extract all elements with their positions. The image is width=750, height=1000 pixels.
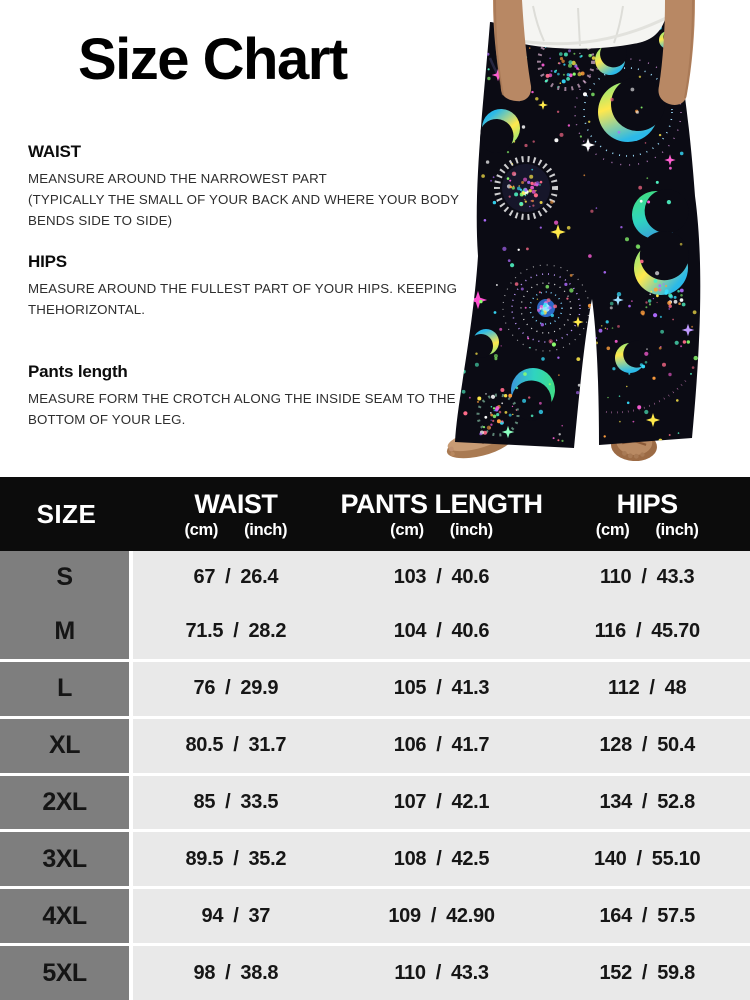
table-row [0, 773, 750, 830]
table-row [0, 716, 750, 773]
hips-cell: 110 / 43.3 [544, 551, 750, 605]
hips-cell: 140 / 55.10 [544, 832, 750, 886]
size-cell: 5XL [0, 946, 133, 1000]
hips-cell: 112 / 48 [544, 662, 750, 716]
waist-cell: 76 / 29.9 [133, 662, 339, 716]
size-table [0, 477, 750, 1000]
guide-section-hips [28, 252, 457, 320]
size-cell: 4XL [0, 889, 133, 943]
waist-cell: 71.5 / 28.2 [133, 605, 339, 659]
section-line: THEHORIZONTAL. [28, 302, 146, 317]
column-header-size: SIZE [36, 498, 97, 529]
length-cell: 107 / 42.1 [339, 776, 545, 830]
waist-cell: 89.5 / 35.2 [133, 832, 339, 886]
section-heading: HIPS [28, 252, 67, 271]
length-cell: 104 / 40.6 [339, 605, 545, 659]
table-row [0, 886, 750, 943]
unit-inch: (inch) [655, 520, 699, 539]
hips-cell: 164 / 57.5 [544, 889, 750, 943]
section-line: MEANSURE AROUND THE NARROWEST PART [28, 171, 327, 186]
waist-cell: 80.5 / 31.7 [133, 719, 339, 773]
section-line: (TYPICALLY THE SMALL OF YOUR BACK AND WHERE YOUR BODY [28, 192, 460, 207]
unit-cm: (cm) [390, 520, 424, 539]
size-cell: M [0, 605, 133, 659]
section-line: BOTTOM OF YOUR LEG. [28, 412, 186, 427]
length-cell: 106 / 41.7 [339, 719, 545, 773]
waist-cell: 98 / 38.8 [133, 946, 339, 1000]
column-header-waist: WAIST (cm) (inch) [184, 488, 288, 539]
hips-cell: 134 / 52.8 [544, 776, 750, 830]
section-line: MEASURE FORM THE CROTCH ALONG THE INSIDE SEAM TO THE [28, 391, 456, 406]
size-cell: 3XL [0, 832, 133, 886]
length-cell: 109 / 42.90 [339, 889, 545, 943]
table-row [0, 605, 750, 659]
length-cell: 103 / 40.6 [339, 551, 545, 605]
unit-cm: (cm) [184, 520, 219, 539]
table-header [0, 477, 750, 551]
size-cell: 2XL [0, 776, 133, 830]
page-title: Size Chart [78, 27, 347, 92]
table-row [0, 943, 750, 1000]
hips-cell: 116 / 45.70 [544, 605, 750, 659]
product-photo [438, 0, 750, 472]
hips-cell: 128 / 50.4 [544, 719, 750, 773]
size-cell: L [0, 662, 133, 716]
table-row [0, 829, 750, 886]
column-header-hips: HIPS (cm) (inch) [595, 488, 699, 539]
guide-section-waist [28, 142, 459, 231]
table-row [0, 551, 750, 605]
column-header-pants-length: PANTS LENGTH (cm) (inch) [340, 488, 543, 539]
length-cell: 108 / 42.5 [339, 832, 545, 886]
section-line: BENDS SIDE TO SIDE) [28, 213, 173, 228]
waist-cell: 85 / 33.5 [133, 776, 339, 830]
size-cell: S [0, 551, 133, 605]
hips-cell: 152 / 59.8 [544, 946, 750, 1000]
section-line: MEASURE AROUND THE FULLEST PART OF YOUR HIPS. KEEPING [28, 281, 458, 296]
size-cell: XL [0, 719, 133, 773]
section-heading: Pants length [28, 362, 128, 381]
unit-inch: (inch) [449, 520, 493, 539]
star-icon [460, 246, 471, 257]
table-row [0, 659, 750, 716]
guide-section-pants-length [28, 362, 456, 430]
unit-cm: (cm) [595, 520, 630, 539]
length-cell: 105 / 41.3 [339, 662, 545, 716]
length-cell: 110 / 43.3 [339, 946, 545, 1000]
unit-inch: (inch) [244, 520, 288, 539]
section-heading: WAIST [28, 142, 81, 161]
table-body [0, 551, 750, 1000]
waist-cell: 67 / 26.4 [133, 551, 339, 605]
waist-cell: 94 / 37 [133, 889, 339, 943]
